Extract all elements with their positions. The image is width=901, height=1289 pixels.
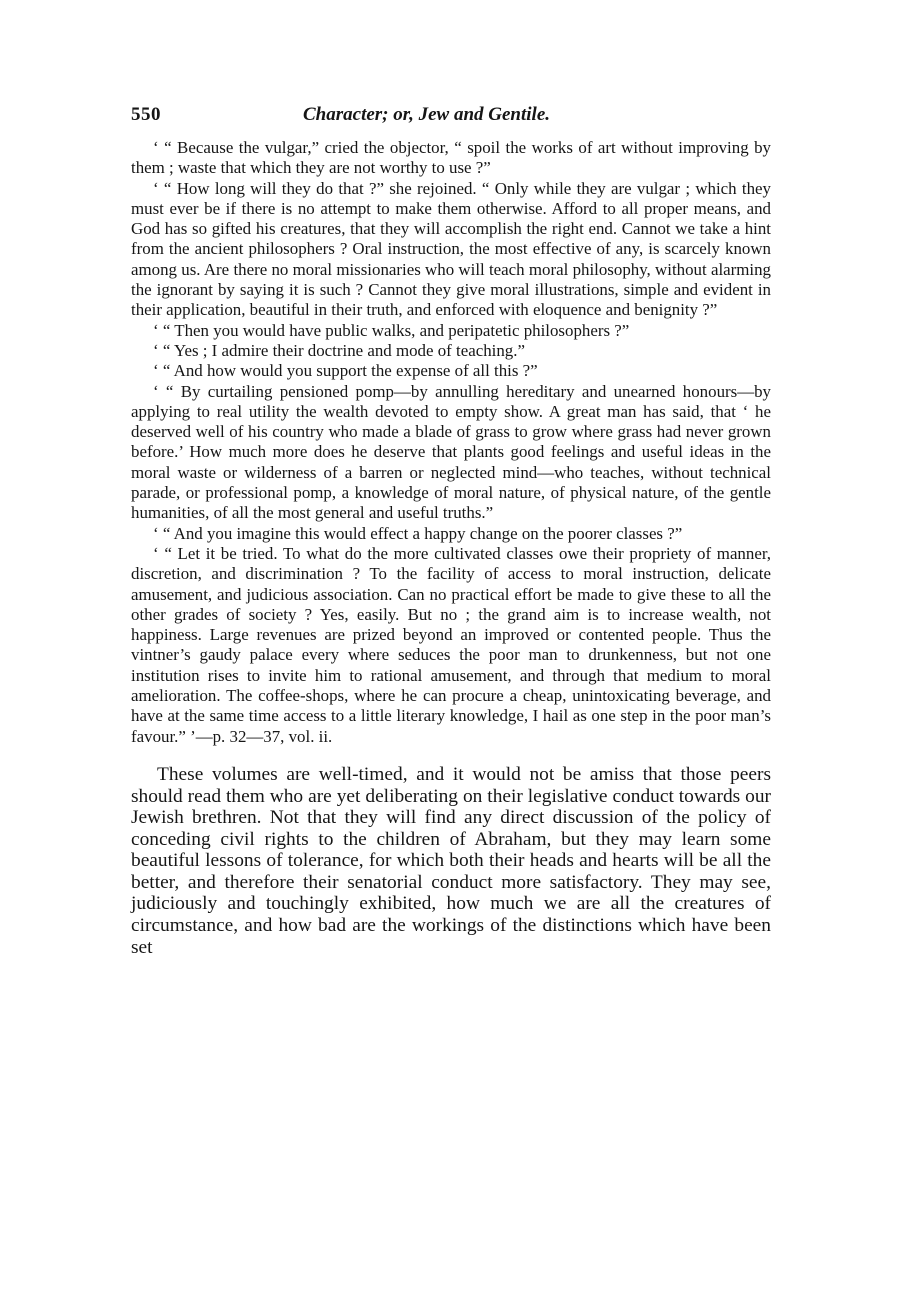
- quote-paragraph: ‘ “ By curtailing pensioned pomp—by annulling hereditary and unearned honours—by applying to real utility the wealth devoted to empty show. A great man has said, that ‘ he deserved well of his country who made a blade of grass to grow where grass had never grown before.’ How much more does he deserve that plants good feelings and useful ideas in the moral waste or wilderness of a barren or neglected mind—who teaches, without technical parade, or professional pomp, a knowledge of moral nature, of physical nature, of the gentle humanities, of all the most general and useful truths.”: [131, 381, 771, 523]
- quote-paragraph: ‘ “ How long will they do that ?” she rejoined. “ Only while they are vulgar ; which they must ever be if there is no attempt to make them otherwise. Afford to all proper means, and God has so gifted his creatures, that they will accomplish the right end. Cannot we take a hint from the ancient philosophers ? Oral instruction, the most effective of any, is scarcely known among us. Are there no moral missionaries who will teach moral philosophy, without alarming the ignorant by saying it is such ? Cannot they give moral illustrations, simple and evident in their application, beautiful in their truth, and enforced with eloquence and benignity ?”: [131, 178, 771, 320]
- quote-paragraph: ‘ “ And you imagine this would effect a happy change on the poorer classes ?”: [153, 523, 683, 543]
- quote-paragraph: ‘ “ Let it be tried. To what do the more cultivated classes owe their propriety of manner, discretion, and discrimination ? To the facility of access to moral instruction, delicate amusement, and judicious association. Can no practical effort be made to give these to all the other grades of society ? Yes, easily. But no ; the grand aim is to increase wealth, not happiness. Large revenues are prized beyond an improved or contented people. Thus the vintner’s gaudy palace every where seduces the poor man to drunkenness, but not one institution rises to invite him to rational amusement, and through that medium to moral amelioration. The coffee-shops, where he can procure a cheap, unintoxicating beverage, and have at the same time access to a little literary knowledge, I hail as one step in the poor man’s favour.” ’—p. 32—37, vol. ii.: [131, 543, 771, 746]
- page-number: 550: [131, 104, 161, 125]
- running-title: Character; or, Jew and Gentile.: [303, 104, 551, 125]
- review-body: [131, 764, 771, 958]
- quoted-dialogue: [131, 138, 771, 747]
- quote-paragraph: ‘ “ Then you would have public walks, and peripatetic philosophers ?”: [153, 320, 630, 340]
- quote-paragraph: ‘ “ Yes ; I admire their doctrine and mode of teaching.”: [153, 340, 525, 360]
- quote-paragraph: ‘ “ Because the vulgar,” cried the objector, “ spoil the works of art without improving by them ; waste that which they are not worthy to use ?”: [131, 138, 771, 178]
- quote-paragraph: ‘ “ And how would you support the expense of all this ?”: [153, 361, 538, 381]
- page-header: [131, 104, 771, 138]
- body-paragraph: These volumes are well-timed, and it would not be amiss that those peers should read them who are yet deliberating on their legislative conduct towards our Jewish brethren. Not that they will find any direct discussion of the policy of conceding civil rights to the children of Abraham, but they may learn some beautiful lessons of tolerance, for which both their heads and hearts will be all the better, and therefore their senatorial conduct more satisfactory. They may see, judiciously and touchingly exhibited, how much we are all the creatures of circumstance, and how bad are the workings of the distinctions which have been set: [131, 763, 771, 958]
- book-page: [131, 104, 771, 958]
